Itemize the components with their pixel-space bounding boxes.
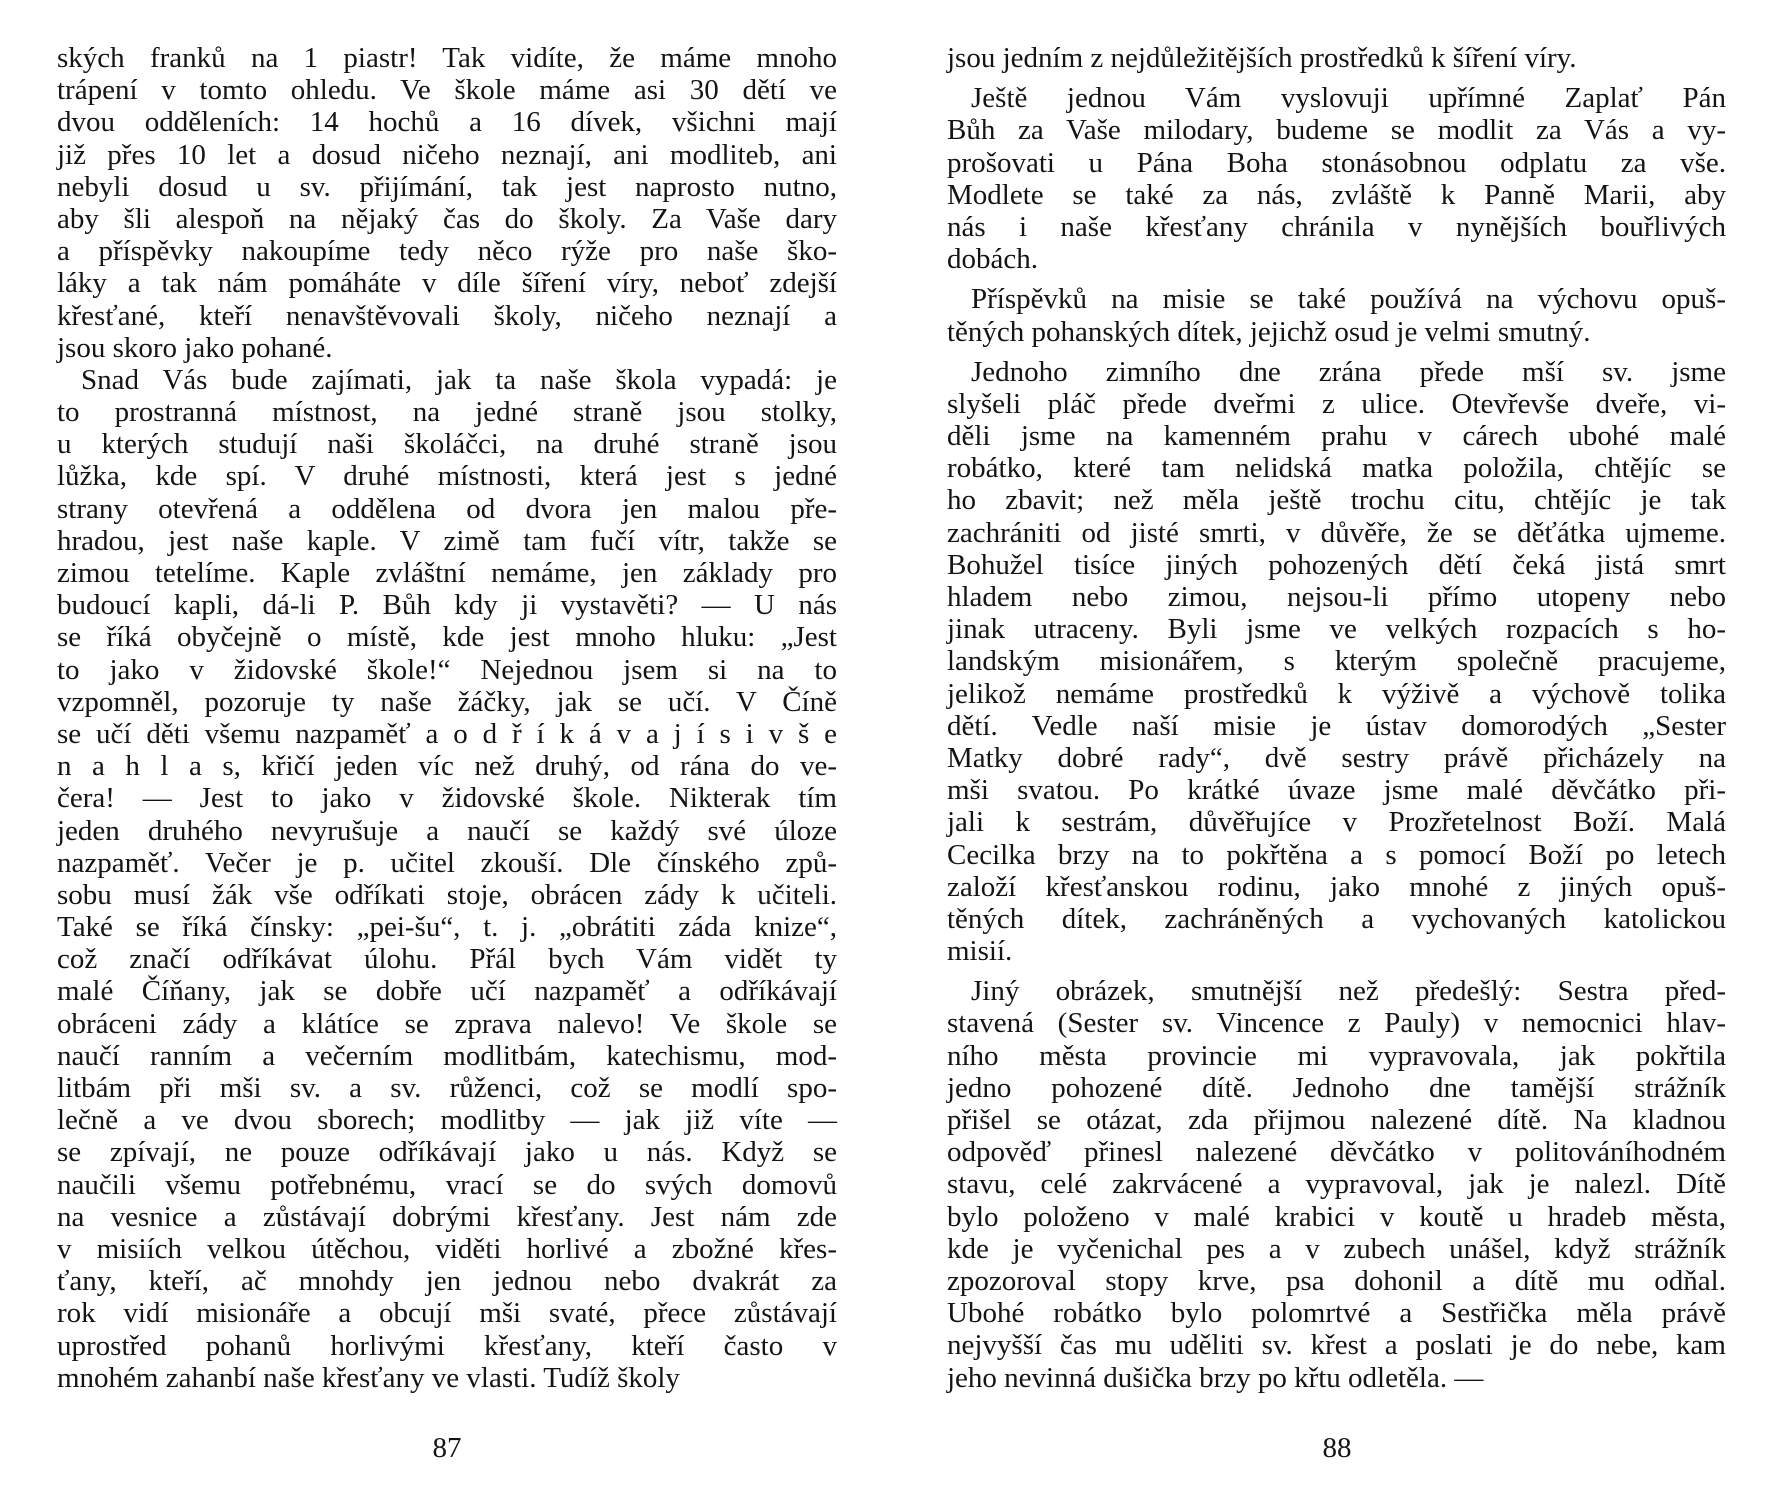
text-line: dětí. Vedle naší misie je ústav domorodých „Sester [947, 709, 1726, 742]
text-line: jeden druhého nevyrušuje a naučí se každý své úloze [57, 814, 837, 847]
text-line: n a h l a s, křičí jeden víc než druhý, od rána do ve- [57, 750, 837, 783]
left-page-text [57, 42, 837, 1394]
text-line: jsou skoro jako pohané. [57, 331, 333, 364]
text-line: stavená (Sester sv. Vincence z Pauly) v nemocnici hlav- [947, 1007, 1726, 1040]
text-line: lůžka, kde spí. V druhé místnosti, která jest s jedné [57, 460, 837, 493]
text-line: a příspěvky nakoupíme tedy něco rýže pro naše ško- [57, 235, 837, 268]
text-line: zimou tetelíme. Kaple zvláštní nemáme, jen základy pro [57, 557, 837, 589]
text-line: čera! — Jest to jako v židovské škole. Nikterak tím [57, 782, 837, 815]
text-line: to prostranná místnost, na jedné straně jsou stolky, [57, 396, 837, 429]
text-line: dobách. [947, 243, 1038, 276]
paragraph [947, 42, 1726, 74]
text-line: jelikož nemáme prostředků k výživě a výchově tolika [947, 677, 1726, 710]
text-line: odpověď přinesl nalezené děvčátko v politováníhodném [947, 1136, 1726, 1169]
text-line: ťany, kteří, ač mnohdy jen jednou nebo dvakrát za [57, 1265, 837, 1298]
text-line: Příspěvků na misie se také používá na výchovu opuš- [971, 283, 1726, 316]
text-line: nazpaměť. Večer je p. učitel zkouší. Dle čínského způ- [57, 846, 837, 879]
text-line: mši svatou. Po krátké úvaze jsme malé děvčátko při- [947, 774, 1726, 807]
paragraph [57, 42, 837, 364]
text-line: strany otevřená a oddělena od dvora jen malou pře- [57, 492, 837, 525]
paragraph [947, 82, 1726, 275]
text-line: jali k sestrám, důvěřujíce v Prozřetelnost Boží. Malá [947, 806, 1726, 839]
text-line: Modlete se také za nás, zvláště k Panně Marii, aby [947, 178, 1726, 211]
paragraph [947, 283, 1726, 347]
text-line: obráceni zády a klátíce se zprava nalevo! Ve škole se [57, 1007, 837, 1040]
text-line: landským misionářem, s kterým společně pracujeme, [947, 645, 1726, 678]
text-line: aby šli alespoň na nějaký čas do školy. Za Vaše dary [57, 202, 837, 235]
text-line: jedno pohozené dítě. Jednoho dne tamější strážník [947, 1071, 1726, 1104]
text-line: jinak utraceny. Byli jsme ve velkých rozpacích s ho- [947, 613, 1726, 646]
text-line: nás i naše křesťany chránila v nynějších bouřlivých [947, 210, 1726, 243]
text-line: zpozoroval stopy krve, psa dohonil a dítě mu odňal. [947, 1264, 1726, 1297]
text-line: misií. [947, 935, 1013, 968]
text-line: naučili všemu potřebnému, vrací se do svých domovů [57, 1168, 837, 1201]
text-line: litbám při mši sv. a sv. růženci, což se modlí spo- [57, 1072, 837, 1104]
text-line: Ještě jednou Vám vyslovuji upřímné Zaplať Pán [971, 82, 1726, 115]
text-line: rok vidí misionáře a obcují mši svaté, přece zůstávají [57, 1297, 837, 1330]
text-line: již přes 10 let a dosud ničeho neznají, ani modliteb, ani [57, 138, 837, 171]
text-line: nejvyšší čas mu uděliti sv. křest a poslati je do nebe, kam [947, 1329, 1726, 1362]
text-line: sobu musí žák vše odříkati stoje, obrácen zády k učiteli. [57, 878, 837, 911]
text-line: naučí ranním a večerním modlitbám, katechismu, mod- [57, 1039, 837, 1072]
text-line: jeho nevinná dušička brzy po křtu odletěla. — [947, 1361, 1484, 1394]
text-line: hladem nebo zimou, nejsou-li přímo utopeny nebo [947, 581, 1726, 613]
text-line: Bohužel tisíce jiných pohozených dětí čeká jistá smrt [947, 548, 1726, 581]
text-line: Cecilka brzy na to pokřtěna a s pomocí Boží po letech [947, 838, 1726, 871]
text-line: zachrániti od jisté smrti, v důvěře, že se děťátka ujmeme. [947, 516, 1726, 549]
text-line: to jako v židovské škole!“ Nejednou jsem si na to [57, 653, 837, 686]
text-line: u kterých studují naši školáčci, na druhé straně jsou [57, 428, 837, 461]
paragraph [947, 356, 1726, 968]
text-line: dvou odděleních: 14 hochů a 16 dívek, všichni mají [57, 106, 837, 139]
text-line: Také se říká čínsky: „pei-šu“, t. j. „obrátiti záda knize“, [57, 911, 837, 944]
text-line: uprostřed pohanů horlivými křesťany, kteří často v [57, 1329, 837, 1362]
page-number-left: 87 [432, 1432, 462, 1464]
text-line: stavu, celé zakrvácené a vypravoval, jak je nalezl. Dítě [947, 1168, 1726, 1201]
text-line: Matky dobré rady“, dvě sestry právě přicházely na [947, 741, 1726, 774]
text-line: ho zbavit; než měla ještě trochu citu, chtějíc je tak [947, 484, 1726, 517]
text-line: trápení v tomto ohledu. Ve škole máme asi 30 dětí ve [57, 74, 837, 107]
text-line: nebyli dosud u sv. přijímání, tak jest naprosto nutno, [57, 170, 837, 203]
text-line: láky a tak nám pomáháte v díle šíření víry, neboť zdejší [57, 267, 837, 300]
page-number-right: 88 [1322, 1432, 1352, 1464]
text-line: děli jsme na kamenném prahu v cárech ubohé malé [947, 420, 1726, 453]
text-line: těných dítek, zachráněných a vychovaných katolickou [947, 902, 1726, 935]
text-line: těných pohanských dítek, jejichž osud je velmi smutný. [947, 315, 1591, 348]
text-line: slyšeli pláč přede dveřmi z ulice. Otevřevše dveře, vi- [947, 387, 1726, 420]
text-line: mnohém zahanbí naše křesťany ve vlasti. Tudíž školy [57, 1361, 680, 1394]
text-line: kde je vyčenichal pes a v zubech unášel, když strážník [947, 1232, 1726, 1265]
text-line: založí křesťanskou rodinu, jako mnohé z jiných opuš- [947, 870, 1726, 903]
paragraph [57, 364, 837, 1394]
text-line: lečně a ve dvou sborech; modlitby — jak již víte — [57, 1104, 837, 1137]
text-line: ských franků na 1 piastr! Tak vidíte, že máme mnoho [57, 42, 837, 74]
text-line: na vesnice a zůstávají dobrými křesťany. Jest nám zde [57, 1200, 837, 1233]
text-line: hradou, jest naše kaple. V zimě tam fučí vítr, takže se [57, 524, 837, 557]
text-line: Bůh za Vaše milodary, budeme se modlit za Vás a vy- [947, 114, 1726, 147]
text-line: křesťané, kteří nenavštěvovali školy, ničeho neznají a [57, 299, 837, 332]
text-line: ního města provincie mi vypravovala, jak pokřtila [947, 1039, 1726, 1072]
text-line: přišel se otázat, zda přijmou nalezené dítě. Na kladnou [947, 1104, 1726, 1136]
paragraph [947, 975, 1726, 1393]
text-line: Snad Vás bude zajímati, jak ta naše škola vypadá: je [81, 363, 837, 396]
right-page-text [947, 42, 1726, 1394]
text-line: se říká obyčejně o místě, kde jest mnoho hluku: „Jest [57, 621, 837, 654]
text-line: bylo položeno v malé krabici v koutě u hradeb města, [947, 1200, 1726, 1233]
text-line: což značí odříkávat úlohu. Přál bych Vám vidět ty [57, 943, 837, 976]
text-line: robátko, které tam nelidská matka položila, chtějíc se [947, 452, 1726, 485]
text-line: jsou jedním z nejdůležitějších prostředků k šíření víry. [947, 42, 1577, 74]
text-line: se učí děti všemu nazpaměť a o d ř í k á v a j í s i v š e [57, 717, 837, 750]
text-line: Jednoho zimního dne zrána přede mší sv. jsme [971, 355, 1726, 388]
text-line: Jiný obrázek, smutnější než předešlý: Sestra před- [971, 975, 1726, 1008]
text-line: Ubohé robátko bylo polomrtvé a Sestřička měla právě [947, 1297, 1726, 1330]
text-line: malé Číňany, jak se dobře učí nazpaměť a odříkávají [57, 975, 837, 1008]
text-line: se zpívají, ne pouze odříkávají jako u nás. Když se [57, 1136, 837, 1169]
text-line: budoucí kapli, dá-li P. Bůh kdy ji vystavěti? — U nás [57, 589, 837, 622]
text-line: v misiích velkou útěchou, viděti horlivé a zbožné křes- [57, 1232, 837, 1265]
text-line: vzpomněl, pozoruje ty naše žáčky, jak se učí. V Číně [57, 685, 837, 718]
text-line: prošovati u Pána Boha stonásobnou odplatu za vše. [947, 146, 1726, 179]
